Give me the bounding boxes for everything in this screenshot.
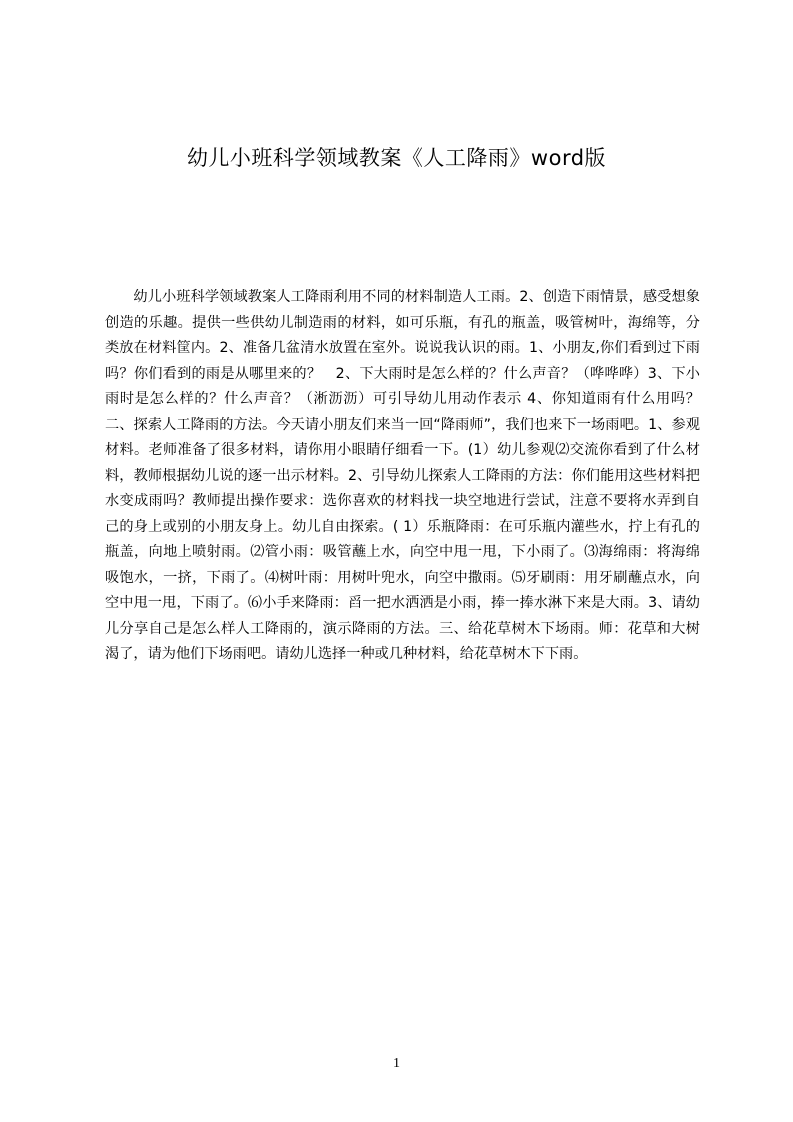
page-number: 1 <box>393 1056 400 1071</box>
document-body-paragraph: 幼儿小班科学领域教案人工降雨利用不同的材料制造人工雨。2、创造下雨情景，感受想象创造的乐趣。提供一些供幼儿制造雨的材料，如可乐瓶，有孔的瓶盖，吸管树叶，海绵等，分类放在材料筐内。2、准备几盆清水放置在室外。说说我认识的雨。1、小朋友,你们看到过下雨吗？你们看到的雨是从哪里来的？ 2、下大雨时是怎么样的？什么声音？（哗哗哗）3、下小雨时是怎么样的？什么声音？（淅沥沥）可引导幼儿用动作表示 4、你知道雨有什么用吗？二、探索人工降雨的方法。今天请小朋友们来当一回“降雨师”，我们也来下一场雨吧。1、参观材料。老师准备了很多材料，请你用小眼睛仔细看一下。(1）幼儿参观⑵交流你看到了什么材料，教师根据幼儿说的逐一出示材料。2、引导幼儿探索人工降雨的方法：你们能用这些材料把水变成雨吗？教师提出操作要求：选你喜欢的材料找一块空地进行尝试，注意不要将水弄到自己的身上或别的小朋友身上。幼儿自由探索。( 1）乐瓶降雨：在可乐瓶内灌些水，拧上有孔的瓶盖，向地上喷射雨。⑵管小雨：吸管蘸上水，向空中甩一甩，下小雨了。⑶海绵雨：将海绵吸饱水，一挤，下雨了。⑷树叶雨：用树叶兜水，向空中撒雨。⑸牙刷雨：用牙刷蘸点水，向空中甩一甩，下雨了。⑹小手来降雨：舀一把水洒洒是小雨，捧一捧水淋下来是大雨。3、请幼儿分享自己是怎么样人工降雨的，演示降雨的方法。三、给花草树木下场雨。师：花草和大树渴了，请为他们下场雨吧。请幼儿选择一种或几种材料，给花草树木下下雨。 <box>105 289 700 662</box>
document-title: 幼儿小班科学领域教案《人工降雨》word版 <box>186 146 607 170</box>
